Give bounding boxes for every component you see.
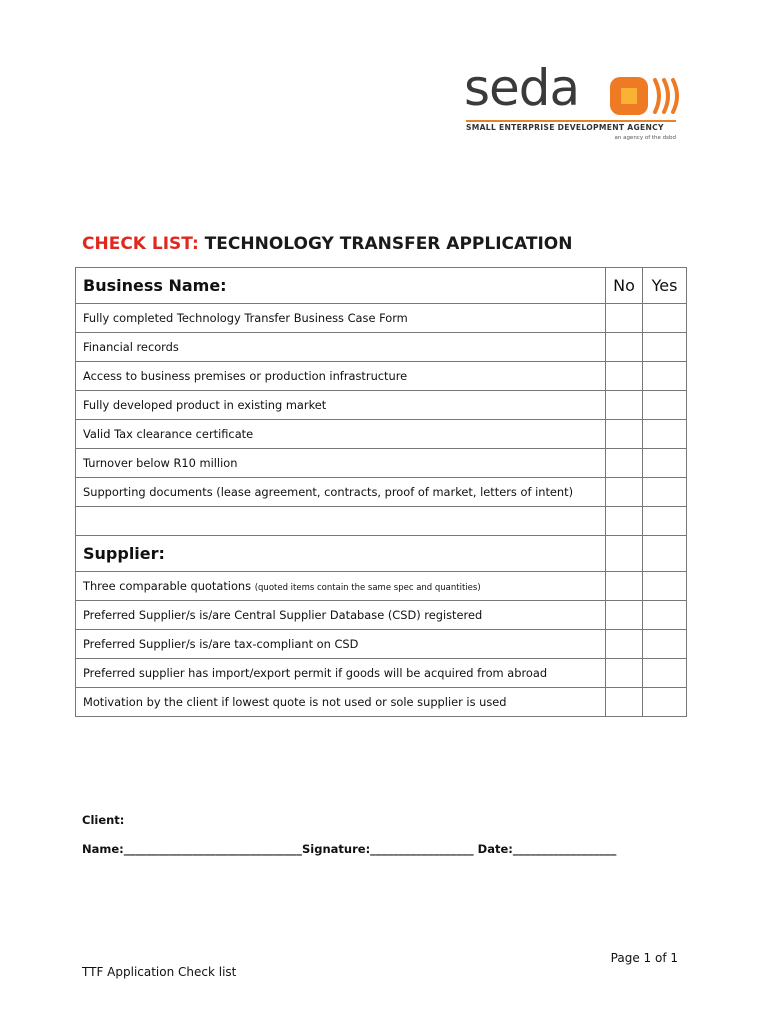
table-row [76,420,687,449]
no-checkbox-cell [606,536,643,572]
yes-checkbox-cell[interactable] [643,572,687,601]
table-row [76,572,687,601]
checklist-item: Supporting documents (lease agreement, contracts, proof of market, letters of intent) [76,478,606,507]
checklist-item: Financial records [76,333,606,362]
business-heading-row [76,268,687,304]
table-row [76,449,687,478]
seda-logo [464,59,678,146]
no-checkbox-cell[interactable] [606,601,643,630]
no-checkbox-cell[interactable] [606,478,643,507]
checklist-item: Fully developed product in existing market [76,391,606,420]
checklist-item: Turnover below R10 million [76,449,606,478]
page-title [82,234,572,254]
checklist-item: Preferred Supplier/s is/are tax-compliant on CSD [76,630,606,659]
checklist-item: Fully completed Technology Transfer Business Case Form [76,304,606,333]
table-row [76,659,687,688]
yes-checkbox-cell[interactable] [643,420,687,449]
checklist-item: Preferred supplier has import/export permit if goods will be acquired from abroad [76,659,606,688]
checklist-item: Valid Tax clearance certificate [76,420,606,449]
no-checkbox-cell[interactable] [606,659,643,688]
client-label: Client: [82,813,125,827]
no-checkbox-cell[interactable] [606,391,643,420]
signature-line[interactable]: Name:_______________________________Signature:__________________ Date:__________________ [82,842,617,856]
quotations-label: Three comparable quotations [83,579,255,593]
supplier-heading: Supplier: [76,536,606,572]
no-column-heading: No [606,268,643,304]
table-row [76,630,687,659]
logo-agency-name: SMALL ENTERPRISE DEVELOPMENT AGENCY [466,123,664,132]
yes-checkbox-cell[interactable] [643,507,687,536]
title-rest: TECHNOLOGY TRANSFER APPLICATION [198,234,573,254]
yes-checkbox-cell[interactable] [643,449,687,478]
table-row [76,688,687,717]
footer-document-name: TTF Application Check list [82,965,237,979]
no-checkbox-cell[interactable] [606,688,643,717]
no-checkbox-cell[interactable] [606,572,643,601]
yes-checkbox-cell[interactable] [643,304,687,333]
checklist-table [75,267,687,717]
supplier-heading-row [76,536,687,572]
blank-cell[interactable] [76,507,606,536]
quotations-note: (quoted items contain the same spec and quantities) [254,583,481,593]
yes-checkbox-cell[interactable] [643,630,687,659]
logo-mark-icon [609,76,679,116]
blank-row [76,507,687,536]
yes-checkbox-cell[interactable] [643,478,687,507]
page-number: Page 1 of 1 [610,951,678,965]
table-row [76,391,687,420]
table-row [76,333,687,362]
no-checkbox-cell[interactable] [606,630,643,659]
yes-checkbox-cell[interactable] [643,391,687,420]
checklist-item [76,572,606,601]
table-row [76,304,687,333]
no-checkbox-cell[interactable] [606,449,643,478]
yes-checkbox-cell[interactable] [643,688,687,717]
no-checkbox-cell[interactable] [606,362,643,391]
checklist-item: Preferred Supplier/s is/are Central Supplier Database (CSD) registered [76,601,606,630]
table-row [76,478,687,507]
logo-wordmark: seda [464,59,580,117]
yes-column-heading: Yes [643,268,687,304]
table-row [76,601,687,630]
no-checkbox-cell[interactable] [606,420,643,449]
table-row [76,362,687,391]
business-name-heading: Business Name: [76,268,606,304]
checklist-item: Access to business premises or production infrastructure [76,362,606,391]
logo-tagline: an agency of the dsbd [614,135,676,141]
yes-checkbox-cell [643,536,687,572]
yes-checkbox-cell[interactable] [643,333,687,362]
yes-checkbox-cell[interactable] [643,362,687,391]
logo-divider [466,120,676,122]
no-checkbox-cell[interactable] [606,507,643,536]
no-checkbox-cell[interactable] [606,333,643,362]
yes-checkbox-cell[interactable] [643,659,687,688]
title-lead: CHECK LIST: [82,234,199,254]
checklist-item: Motivation by the client if lowest quote is not used or sole supplier is used [76,688,606,717]
yes-checkbox-cell[interactable] [643,601,687,630]
no-checkbox-cell[interactable] [606,304,643,333]
